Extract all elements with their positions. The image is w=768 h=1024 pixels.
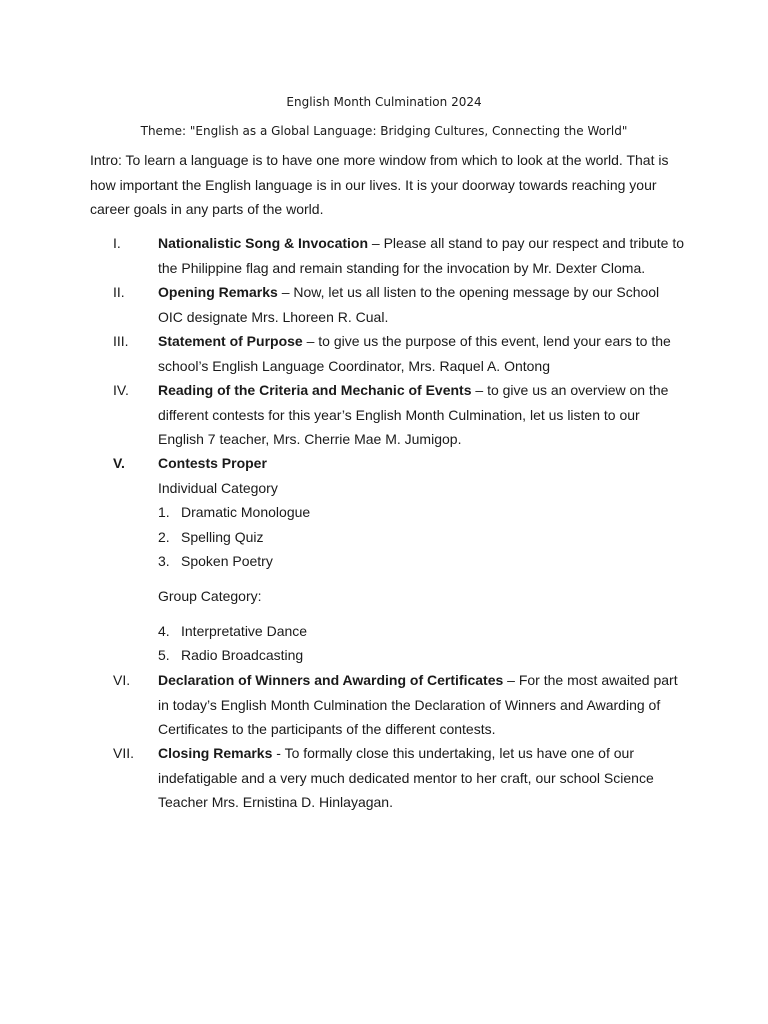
item-line: English 7 teacher, Mrs. Cherrie Mae M. Jumigop. [158,431,462,447]
item-numeral: II. [113,284,125,300]
item-line: Certificates to the participants of the different contests. [158,721,496,737]
program-item [158,451,698,476]
item-text: – For the most awaited part [503,672,678,688]
item-first-line [158,668,698,693]
item-line: the Philippine flag and remain standing for the invocation by Mr. Dexter Cloma. [158,259,646,276]
item-first-line [158,329,698,354]
item-line: different contests for this year’s English Month Culmination, let us listen to our [158,406,640,423]
item-first-line [158,280,698,305]
contest-number: 3. [158,553,170,569]
item-text: – to give us the purpose of this event, lend your ears to the [302,333,671,349]
document-title: English Month Culmination 2024 [286,95,482,109]
item-heading: Nationalistic Song & Invocation [158,235,369,251]
contest-name: Dramatic Monologue [181,504,311,520]
item-numeral: I. [113,235,121,251]
group-category-label: Group Category: [158,588,262,604]
item-numeral: IV. [113,382,129,398]
item-first-line [158,741,698,766]
item-numeral: V. [113,455,125,471]
item-line: Teacher Mrs. Ernistina D. Hinlayagan. [158,794,393,810]
contest-number: 1. [158,504,170,520]
item-line: in today’s English Month Culmination the Declaration of Winners and Awarding of [158,696,661,713]
item-heading: Declaration of Winners and Awarding of Certificates [158,672,504,688]
contest-number: 5. [158,647,170,663]
individual-category-label: Individual Category [158,480,278,496]
item-text: – Please all stand to pay our respect and tribute to [368,235,685,251]
program-item [158,329,698,378]
item-heading: Closing Remarks [158,745,273,761]
contest-number: 4. [158,623,170,639]
program-item [158,741,698,815]
item-numeral: VII. [113,745,135,761]
intro-line: Intro: To learn a language is to have one more window from which to look at the world. That is [90,152,669,168]
item-heading: Contests Proper [158,455,267,471]
program-item [158,280,698,329]
item-line: school’s English Language Coordinator, Mrs. Raquel A. Ontong [158,357,550,374]
program-item [158,231,698,280]
item-first-line [158,231,698,256]
item-heading: Reading of the Criteria and Mechanic of Events [158,382,472,398]
intro-line: how important the English language is in our lives. It is your doorway towards reaching your [90,176,657,193]
item-text: – to give us an overview on the [471,382,669,398]
program-item [158,668,698,742]
item-line: indefatigable and a very much dedicated mentor to her craft, our school Science [158,769,654,786]
item-line: OIC designate Mrs. Lhoreen R. Cual. [158,308,389,325]
item-first-line [158,378,698,403]
contest-name: Radio Broadcasting [181,647,304,663]
intro-line: career goals in any parts of the world. [90,201,324,217]
contest-name: Interpretative Dance [181,623,308,639]
item-numeral: VI. [113,672,131,688]
contest-name: Spoken Poetry [181,553,273,569]
item-text: – Now, let us all listen to the opening message by our School [277,284,660,300]
item-numeral: III. [113,333,129,349]
item-heading: Statement of Purpose [158,333,303,349]
item-heading: Opening Remarks [158,284,278,300]
contest-name: Spelling Quiz [181,529,264,545]
item-text: - To formally close this undertaking, let us have one of our [272,745,634,761]
intro-paragraph [90,148,690,222]
document-theme: Theme: "English as a Global Language: Bridging Cultures, Connecting the World" [140,124,628,138]
program-item [158,378,698,452]
item-first-line [158,451,698,476]
contest-number: 2. [158,529,170,545]
